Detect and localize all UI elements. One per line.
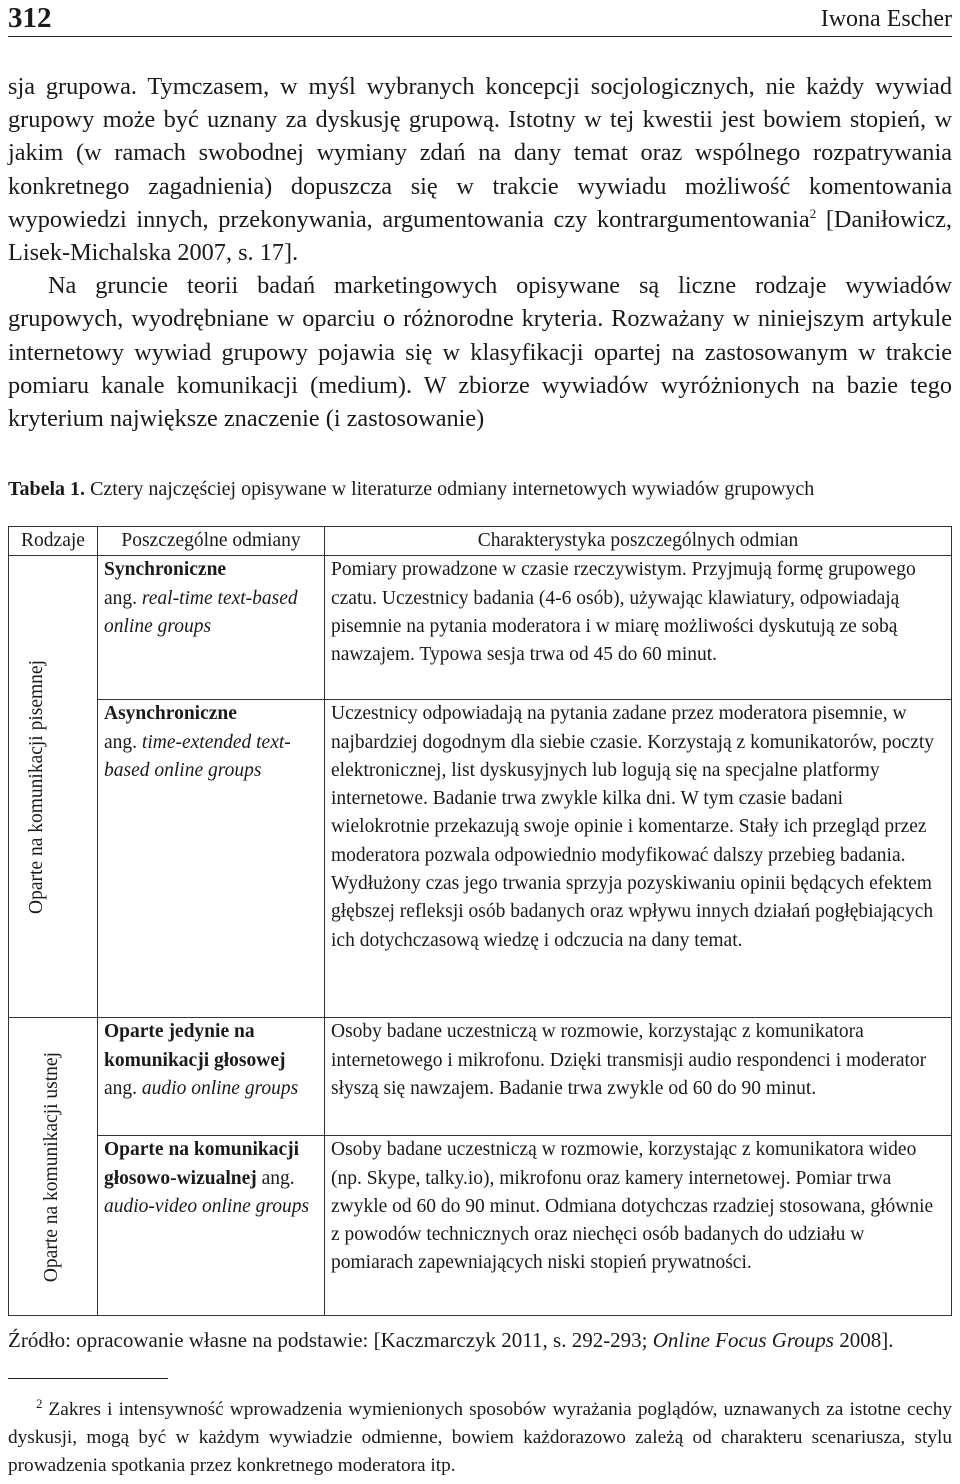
variant-cell [98,700,325,1018]
table-row [9,700,952,1018]
table-source [8,1328,952,1353]
running-header [8,2,952,37]
header-variants: Poszczególne odmiany [98,527,325,556]
paragraph-2: Na gruncie teorii badań marketingowych opisywane są liczne rodzaje wywiadów grupowych, wyodrębniane w oparciu o różnorodne kryteria. Rozważany w niniejszym artykule internetowy wywiad grupowy pojawia się w klasyfikacji opartej na zastosowanym w trakcie pomiaru kanale komunikacji (medium). W zbiorze wywiadów wyróżnionych na bazie tego kryterium największe znaczenie (i zastosowanie) [8,272,952,433]
table-row [9,1136,952,1316]
variant-cell [98,1018,325,1136]
paragraph-1 [8,70,952,269]
variant-english: audio online groups [141,1077,299,1099]
table-row [9,1018,952,1136]
source-suffix: 2008]. [833,1328,894,1352]
header-types: Rodzaje [9,527,98,556]
description-cell: Pomiary prowadzone w czasie rzeczywistym. Przyjmują formę grupowego czatu. Uczestnicy badania (4-6 osób), używając klawiatury, odpowiadają pisemnie na pytania moderatora i w miarę możliwości dyskutują ze sobą nawzajem. Typowa sesja trwa od 45 do 60 minut. [325,556,952,700]
table-caption-label: Tabela 1. [8,478,86,500]
variant-name: Oparte jedynie na komunikacji głosowej [104,1021,286,1071]
variant-prefix: ang. [256,1167,295,1189]
paragraph-1-text: sja grupowa. Tymczasem, w myśl wybranych koncepcji socjologicznych, nie każdy wywiad grupowy może być uznany za dyskusję grupową. Istotny w tej kwestii jest bowiem stopień, w jakim (w ramach swobodnej wymiany zdań na dany temat oraz wspólnego rozpatrywania konkretnego zagadnienia) dopuszcza się w trakcie wywiadu możliwość komentowania wypowiedzi innych, przekonywania, argumentowania czy kontrargumentowania [8,73,952,233]
variant-cell [98,1136,325,1316]
description-cell: Osoby badane uczestniczą w rozmowie, korzystając z komunikatora internetowego i mikrofonu. Dzięki transmisji audio respondenci i moderator słyszą się nawzajem. Badanie trwa zwykle od 60 do 90 minut. [325,1018,952,1136]
running-author: Iwona Escher [820,6,952,32]
variant-name: Synchroniczne [104,559,227,581]
paragraph-1-citation: [Daniłowicz, Lisek-Michalska 2007, s. 17]. [8,205,953,267]
table-row [9,556,952,700]
body-text [8,70,952,435]
header-characteristics: Charakterystyka poszczególnych odmian [325,527,952,556]
page-number: 312 [8,2,52,34]
variant-cell [98,556,325,700]
variant-prefix: ang. [104,731,142,753]
source-italic: Online Focus Groups [652,1328,834,1352]
group-oral [9,1018,98,1316]
variant-name: Oparte na komunikacji głosowo-wizualnej [104,1139,300,1189]
description-cell: Uczestnicy odpowiadają na pytania zadane przez moderatora pisemnie, w najbardziej dogodnym dla siebie czasie. Korzystają z komunikatorów, poczty elektronicznej, list dyskusyjnych lub logują się na specjalne platformy internetowe. Badanie trwa zwykle kilka dni. W tym czasie badani wielokrotnie przekazują swoje opinie i komentarze. Stały ich przegląd przez moderatora pozwala odpowiednio modyfikować dalszy przebieg badania. Wydłużony czas jego trwania sprzyja pozyskiwaniu opinii będących efektem głębszej refleksji osób badanych oraz wpływu innych działań pogłębiających ich dotychczasową wiedzę i odczucia na dany temat. [325,700,952,1018]
group-written-label: Oparte na komunikacji pisemnej [26,659,47,914]
footnote [8,1396,952,1480]
variant-english: time-extended text-based online groups [104,731,291,781]
description-cell: Osoby badane uczestniczą w rozmowie, korzystając z komunikatora wideo (np. Skype, talky.io), mikrofonu oraz kamery internetowej. Pomiar trwa zwykle od 60 do 90 minut. Odmiana dotychczas rzadziej stosowana, głównie z powodów technicznych oraz niechęci osób badanych do udziału w pomiarach zapewniających niski stopień prywatności. [325,1136,952,1316]
table-caption [8,478,952,501]
variant-name: Asynchroniczne [104,703,237,725]
footnote-number: 2 [36,1395,43,1411]
footnote-text: Zakres i intensywność wprowadzenia wymienionych sposobów wyrażania poglądów, uznawanych za istotne cechy dyskusji, mogą być w każdym wywiadzie odmienne, bowiem każdorazowo zależą od charakteru scenariusza, stylu prowadzenia spotkania przez konkretnego moderatora itp. [8,1399,952,1476]
variant-english: real-time text-based online groups [104,587,298,637]
footnote-separator [8,1378,168,1379]
source-prefix: Źródło: opracowanie własne na podstawie: [Kaczmarczyk 2011, s. 292-293; [8,1328,653,1352]
group-written [9,556,98,1018]
variants-table [8,526,952,1316]
variant-prefix: ang. [104,587,142,609]
table-caption-text: Cztery najczęściej opisywane w literaturze odmiany internetowych wywiadów grupowych [85,478,815,500]
variant-english: audio-video online groups [104,1195,310,1217]
table-header-row [9,527,952,556]
group-oral-label: Oparte na komunikacji ustnej [41,1051,62,1282]
footnote-ref[interactable]: 2 [809,205,817,221]
variant-prefix: ang. [104,1077,142,1099]
